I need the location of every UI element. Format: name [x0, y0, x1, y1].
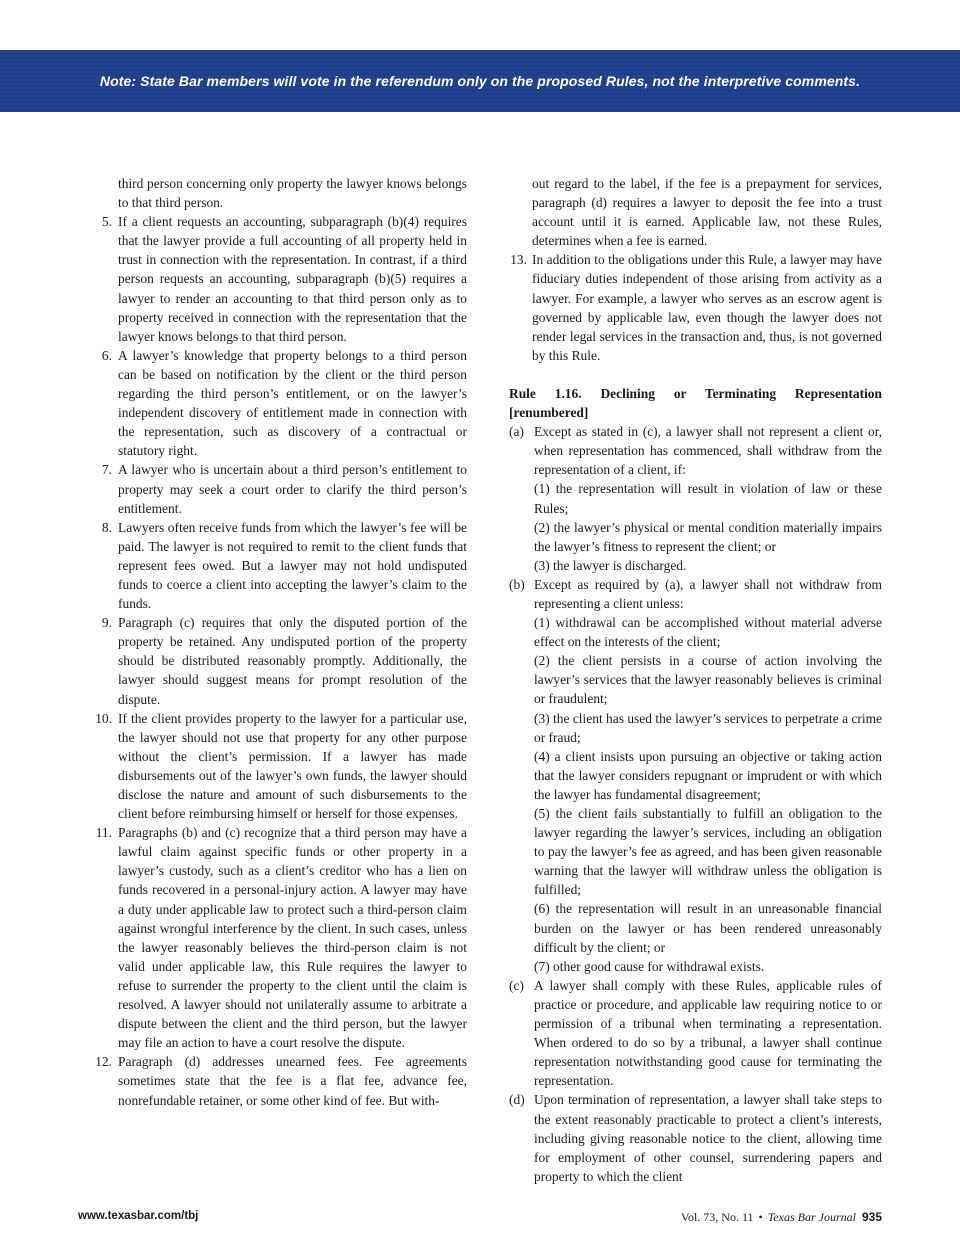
comment-text: Paragraphs (b) and (c) recognize that a third person may have a lawful claim against specific funds or other property in a lawyer’s custody, such as a client’s creditor who has a lien on funds recovered in a personal-injury action. A lawyer may have a duty under applicable law to protect such a third-person claim against wrongful interference by the client. In such cases, unless the lawyer reasonably believes the third-person claim is not valid under applicable law, this Rule requires the lawyer to refuse to surrender the property to the client until the claim is resolved. A lawyer should not unilaterally assume to arbitrate a dispute between the client and the third person, but the lawyer may file an action to have a court resolve the dispute. — [118, 825, 467, 1051]
sub-clause: (3) the client has used the lawyer’s services to perpetrate a crime or fraud; — [534, 710, 882, 745]
paragraph-text: Except as required by (a), a lawyer shall not withdraw from representing a client unless: — [534, 576, 882, 611]
right-continuation: out regard to the label, if the fee is a prepayment for services, paragraph (d) requires a lawyer to deposit the fee into a trust account until it is earned. Applicable law, not these Rules, determines when a fee is earned. — [532, 176, 882, 249]
comment-text: Paragraph (d) addresses unearned fees. Fee agreements sometimes state that the fee is a flat fee, advance fee, nonrefundable retainer, or some other kind of fee. But with- — [118, 1054, 467, 1108]
comment-text: If the client provides property to the lawyer for a particular use, the lawyer should not use that property for any other purpose without the client’s permission. If a lawyer has made disbursements out of the lawyer’s own funds, the lawyer should disclose the nature and amount of such disbursements to the client before reimbursing himself or herself for those expenses. — [118, 710, 467, 822]
comment-number: 12. — [95, 1054, 112, 1070]
comment-9 — [90, 613, 467, 708]
paragraph-text: Except as stated in (c), a lawyer shall not represent a client or, when representation has commenced, shall withdraw from the representation of a client, if: — [534, 424, 882, 478]
banner-note: Note: State Bar members will vote in the referendum only on the proposed Rules, not the interpretive comments. — [99, 73, 861, 89]
page-footer — [78, 1210, 882, 1226]
rule-heading: Rule 1.16. Declining or Terminating Representation [renumbered] — [509, 385, 882, 421]
sub-clause: (5) the client fails substantially to fulfill an obligation to the lawyer regarding the lawyer’s services, including an obligation to pay the lawyer’s fee as agreed, and has been given reasonable warning that the lawyer will withdraw unless the obligation is fulfilled; — [534, 806, 882, 898]
left-continuation: third person concerning only property the lawyer knows belongs to that third person. — [118, 176, 467, 211]
comment-text: Paragraph (c) requires that only the disputed portion of the property be retained. Any undisputed portion of the property should be distributed reasonably promptly. Additionally, the lawyer should suggest means for prompt resolution of the dispute. — [118, 615, 467, 707]
paragraph-text: Upon termination of representation, a lawyer shall take steps to the extent reasonably practicable to protect a client’s interests, including giving reasonable notice to the client, allowing time for employment of other counsel, surrendering papers and property to which the client — [534, 1092, 882, 1184]
note-banner — [0, 50, 960, 112]
comment-12 — [90, 1052, 467, 1109]
sub-clause: (4) a client insists upon pursuing an objective or taking action that the lawyer considers repugnant or imprudent or with which the lawyer has fundamental disagreement; — [534, 748, 882, 802]
paragraph-label: (c) — [509, 977, 524, 993]
sub-clause: (1) withdrawal can be accomplished without material adverse effect on the interests of the client; — [534, 615, 882, 650]
comment-text: A lawyer who is uncertain about a third person’s entitlement to property may seek a court order to clarify the third person’s entitlement. — [118, 462, 467, 516]
paragraph-a — [509, 422, 882, 479]
sub-clause: (7) other good cause for withdrawal exists. — [534, 958, 765, 974]
journal-title: Texas Bar Journal — [767, 1210, 856, 1224]
comment-13 — [509, 250, 882, 365]
comment-number: 8. — [101, 519, 112, 535]
paragraph-label: (b) — [509, 576, 525, 592]
sub-clause: (6) the representation will result in an unreasonable financial burden on the lawyer or has been rendered unreasonably difficult by the client; or — [534, 901, 882, 955]
comment-number: 11. — [95, 825, 112, 841]
left-column — [90, 174, 467, 1110]
paragraph-text: A lawyer shall comply with these Rules, applicable rules of practice or procedure, and applicable law requiring notice to or permission of a tribunal when terminating a representation. When ordered to do so by a tribunal, a lawyer shall continue representation notwithstanding good cause for terminating the representation. — [534, 977, 882, 1089]
sub-clause: (2) the client persists in a course of action involving the lawyer’s services that the lawyer reasonably believes is criminal or fraudulent; — [534, 653, 882, 707]
paragraph-label: (a) — [509, 424, 524, 440]
sub-clause: (1) the representation will result in violation of law or these Rules; — [534, 481, 882, 516]
right-column — [509, 174, 882, 1186]
sub-clause: (2) the lawyer’s physical or mental condition materially impairs the lawyer’s fitness to represent the client; or — [534, 519, 882, 554]
comment-text: A lawyer’s knowledge that property belongs to a third person can be based on notification by the client or the third person regarding the third person’s entitlement, or on the lawyer’s independent discovery of entitlement made in connection with the representation, such as discovery of a contractual or statutory right. — [118, 347, 467, 459]
comment-number: 6. — [101, 347, 112, 363]
comment-number: 9. — [101, 615, 112, 631]
volume-number: Vol. 73, No. 11 — [680, 1210, 754, 1224]
bullet-separator: • — [758, 1210, 763, 1224]
comment-11 — [90, 823, 467, 1052]
comment-text: In addition to the obligations under this Rule, a lawyer may have fiduciary duties independent of those arising from activity as a lawyer. For example, a lawyer who serves as an escrow agent is governed by applicable law, even though the lawyer does not render legal services in the transaction and, thus, is not governed by this Rule. — [532, 252, 882, 363]
page-number: 935 — [861, 1210, 882, 1224]
comment-text: Lawyers often receive funds from which the lawyer’s fee will be paid. The lawyer is not required to remit to the client funds that represent fees owed. But a lawyer may not hold undisputed funds to coerce a client into accepting the lawyer’s claim to the funds. — [118, 519, 467, 612]
comment-number: 7. — [101, 462, 112, 478]
comment-text: If a client requests an accounting, subparagraph (b)(4) requires that the lawyer provide a full accounting of all property held in trust in connection with the representation. In contrast, if a third person requests an accounting, subparagraph (b)(5) requires a lawyer to render an accounting to that third person only as to property received in connection with the representation that the lawyer knows belongs to that third person. — [118, 214, 467, 344]
paragraph-b — [509, 575, 882, 613]
comment-10 — [90, 709, 467, 824]
comment-number: 5. — [101, 214, 112, 230]
comment-number: 13. — [510, 252, 527, 268]
issue-info — [681, 1210, 882, 1225]
comment-5 — [90, 212, 467, 346]
paragraph-d — [509, 1090, 882, 1185]
comment-8 — [90, 518, 467, 613]
website-link[interactable]: www.texasbar.com/tbj — [78, 1210, 199, 1222]
paragraph-c — [509, 976, 882, 1091]
comment-7 — [90, 460, 467, 517]
paragraph-label: (d) — [509, 1092, 525, 1108]
comment-number: 10. — [95, 710, 112, 726]
sub-clause: (3) the lawyer is discharged. — [534, 557, 687, 573]
comment-6 — [90, 346, 467, 461]
